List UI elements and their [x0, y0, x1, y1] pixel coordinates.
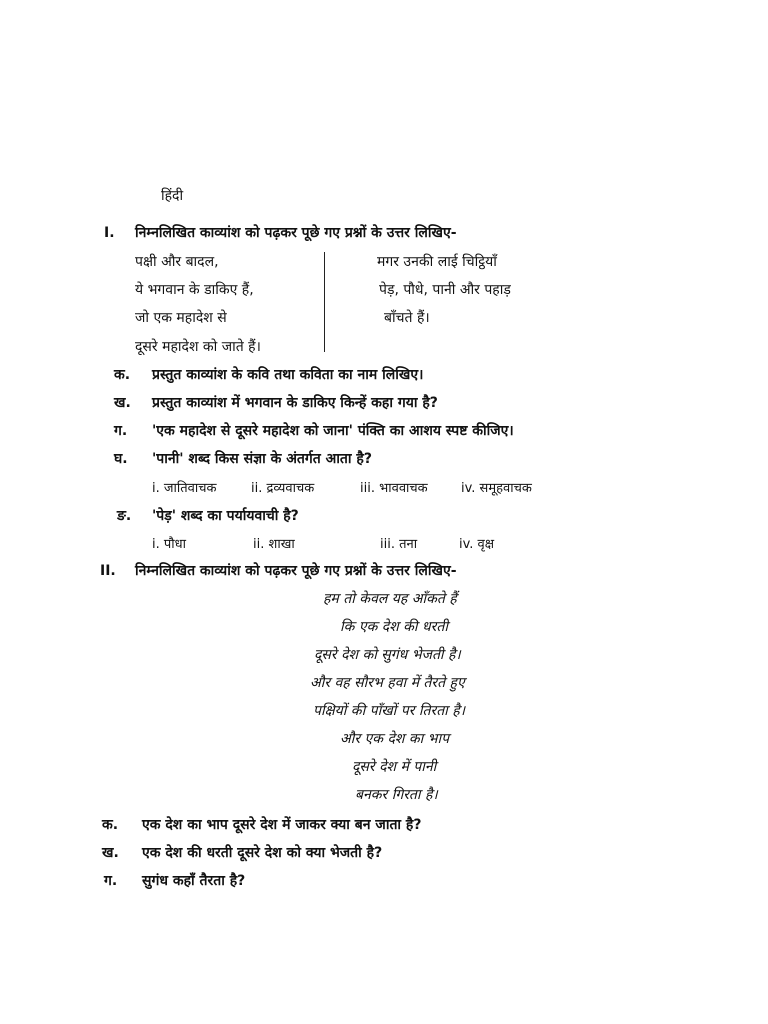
- option-item: iii. तना: [380, 537, 418, 552]
- poem-left-line: जो एक महादेश से: [135, 310, 227, 326]
- option-item: i. जातिवाचक: [152, 481, 217, 496]
- question-text: प्रस्तुत काव्यांश में भगवान के डाकिए किन्हें कहा गया है?: [152, 395, 438, 411]
- section1-instruction: निम्नलिखित काव्यांश को पढ़कर पूछे गए प्रश्नों के उत्तर लिखिए-: [135, 225, 457, 241]
- question-text: 'एक महादेश से दूसरे महादेश को जाना' पंक्ति का आशय स्पष्ट कीजिए।: [152, 423, 514, 439]
- poem-line: और वह सौरभ हवा में तैरते हुए: [310, 675, 465, 691]
- option-item: iii. भाववाचक: [360, 481, 428, 496]
- poem-divider: [324, 252, 325, 352]
- question-label: ग.: [114, 423, 128, 439]
- option-item: i. पौधा: [152, 537, 186, 552]
- question-label: क.: [114, 367, 131, 383]
- question-label: क.: [102, 817, 119, 833]
- option-item: iv. समूहवाचक: [461, 481, 532, 496]
- poem-right-line: पेड़, पौधे, पानी और पहाड़: [379, 282, 511, 298]
- poem-line: हम तो केवल यह आँकते हैं: [323, 591, 457, 607]
- section2-number: II.: [100, 563, 116, 579]
- question-label: ख.: [102, 845, 119, 861]
- question-text: एक देश का भाप दूसरे देश में जाकर क्या बन जाता है?: [142, 817, 422, 833]
- poem-line: बनकर गिरता है।: [355, 787, 438, 803]
- poem-line: कि एक देश की धरती: [340, 619, 448, 635]
- poem-left-line: दूसरे महादेश को जाते हैं।: [135, 339, 261, 355]
- question-label: ख.: [114, 395, 131, 411]
- poem-right-line: बाँचते हैं।: [384, 310, 430, 326]
- poem-line: दूसरे देश को सुगंध भेजती है।: [314, 647, 461, 663]
- question-text: 'पेड़' शब्द का पर्यायवाची है?: [152, 508, 299, 524]
- subject-title: हिंदी: [161, 188, 184, 204]
- poem-line: दूसरे देश में पानी: [352, 759, 437, 775]
- poem-left-line: ये भगवान के डाकिए हैं,: [135, 282, 254, 298]
- option-item: iv. वृक्ष: [459, 537, 495, 552]
- option-item: ii. द्रव्यवाचक: [251, 481, 315, 496]
- section2-instruction: निम्नलिखित काव्यांश को पढ़कर पूछे गए प्रश्नों के उत्तर लिखिए-: [135, 563, 457, 579]
- poem-line: पक्षियों की पाँखों पर तिरता है।: [313, 703, 466, 719]
- section1-number: I.: [104, 225, 115, 241]
- question-label: ग.: [104, 873, 118, 889]
- question-label: घ.: [114, 451, 128, 467]
- poem-right-line: मगर उनकी लाई चिट्ठियाँ: [377, 254, 497, 270]
- question-label: ङ.: [117, 508, 132, 524]
- poem-line: और एक देश का भाप: [340, 731, 450, 747]
- option-item: ii. शाखा: [253, 537, 295, 552]
- question-text: प्रस्तुत काव्यांश के कवि तथा कविता का नाम लिखिए।: [152, 367, 424, 383]
- question-text: 'पानी' शब्द किस संज्ञा के अंतर्गत आता है?: [152, 451, 372, 467]
- question-text: एक देश की धरती दूसरे देश को क्या भेजती है?: [142, 845, 383, 861]
- poem-left-line: पक्षी और बादल,: [135, 254, 219, 270]
- question-text: सुगंध कहाँ तैरता है?: [142, 873, 246, 889]
